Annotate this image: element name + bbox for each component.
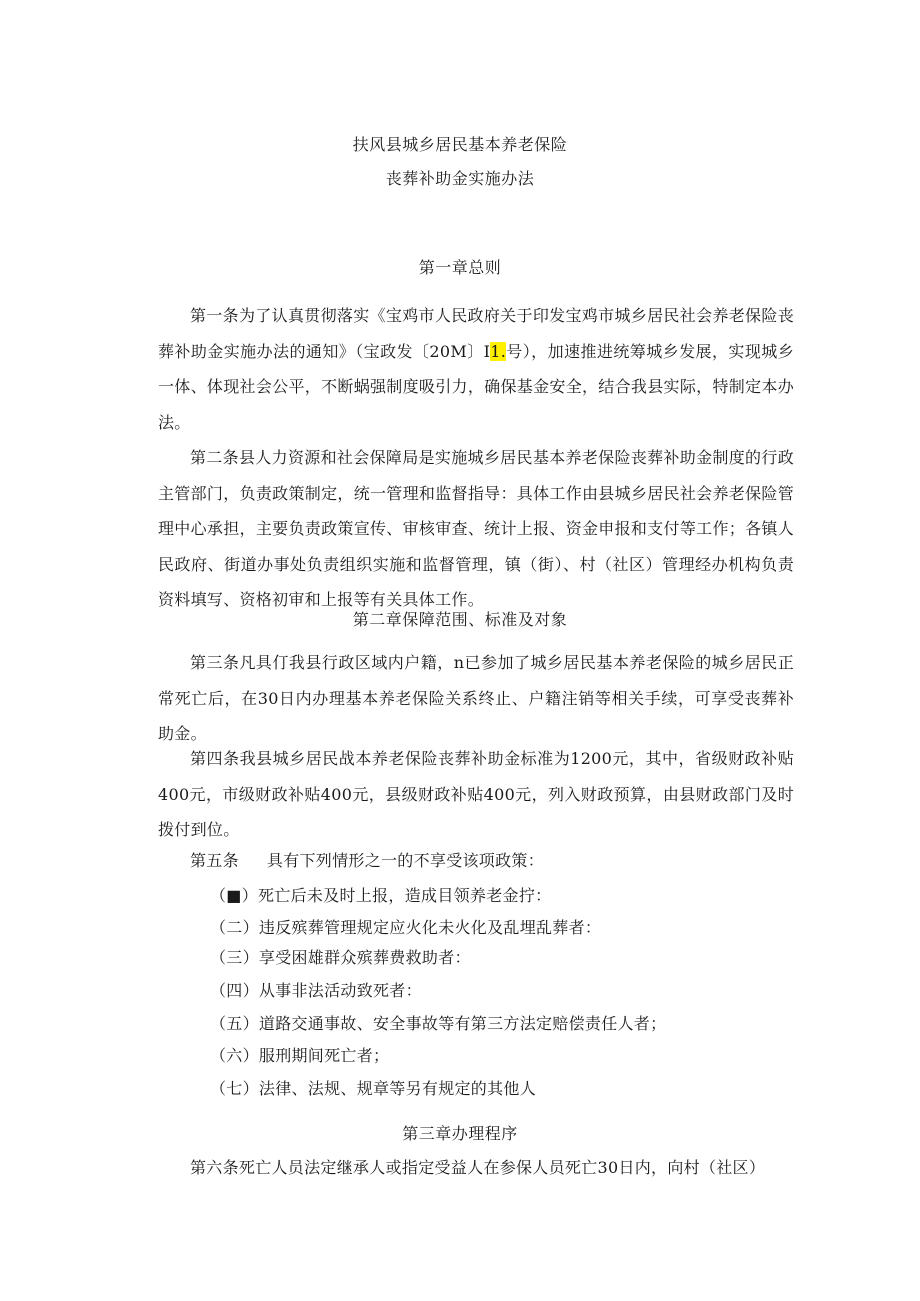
article1-paragraph bbox=[158, 298, 794, 440]
article3-paragraph: 第三条凡具仃我县行政区域内户籍，n已参加了城乡居民基本养老保险的城乡居民正常死亡后，在30日内办理基本养老保险关系终止、户籍注销等相关手续，可享受丧葬补助金。 bbox=[158, 653, 794, 743]
document-title-line2: 丧葬补助金实施办法 bbox=[385, 169, 535, 188]
article5-item-3: （三）享受困雄群众殡葬费救助者： bbox=[210, 948, 471, 967]
article5-item-2: （二）违反殡葬管理规定应火化未火化及乱埋乱葬者： bbox=[210, 918, 602, 937]
article1-text-part1: 第一条为了认真贯彻落实《宝鸡市人民政府关于印发宝鸡市城乡居民社会养老保险丧葬补助金实施办法的通知》（宝政发〔20M〕I bbox=[158, 306, 794, 361]
article1-highlighted-text: 1. bbox=[490, 341, 507, 361]
chapter3-heading: 第三章办理程序 bbox=[402, 1124, 518, 1143]
article5-item-5: （五）道路交通事故、安全事故等有第三方法定赔偿责任人者； bbox=[210, 1014, 667, 1033]
article5-text: 具有下列情形之一的不享受该项政策： bbox=[266, 851, 545, 870]
article5-line bbox=[190, 848, 544, 871]
article5-item-4: （四）从事非法活动致死者： bbox=[210, 981, 422, 1000]
article1-text-part2: 号），加速推进统筹城乡发展，实现城乡一体、体现社会公平，不断蜗强制度吸引力，确保基金安全，结合我县实际，特制定本办法。 bbox=[158, 341, 794, 432]
article4-paragraph: 第四条我县城乡居民战本养老保险丧葬补助金标准为1200元，其中，省级财政补贴400元，市级财政补贴400元，县级财政补贴400元，列入财政预算，由县财政部门及时拨付到位。 bbox=[158, 749, 794, 839]
chapter2-heading: 第二章保障范围、标准及对象 bbox=[352, 610, 568, 629]
article5-item-1: （■）死亡后未及时上报，造成目领养老金拧： bbox=[210, 886, 552, 905]
article5-item-6: （六）服刑期间死亡者； bbox=[210, 1046, 390, 1065]
chapter1-heading: 第一章总则 bbox=[418, 258, 502, 277]
article5-item-7: （七）法律、法规、规章等另有规定的其他人 bbox=[210, 1079, 537, 1098]
document-title-line1: 扶风县城乡居民基本养老保险 bbox=[352, 135, 568, 154]
article2-paragraph: 第二条县人力资源和社会保障局是实施城乡居民基本养老保险丧葬补助金制度的行政主管部门，负责政策制定，统一管理和监督指导：具体工作由县城乡居民社会养老保险管理中心承担，主要负责政策宣传、审核审查、统计上报、资金申报和支付等工作；各镇人民政府、街道办事处负责组织实施和监督管理，镇（街）、村（社区）管理经办机构负责资料填写、资格初审和上报等有关具体工作。 bbox=[158, 448, 794, 609]
article5-label: 第五条 bbox=[190, 851, 239, 870]
article6-paragraph: 第六条死亡人员法定继承人或指定受益人在参保人员死亡30日内，向村（社区） bbox=[190, 1158, 766, 1177]
